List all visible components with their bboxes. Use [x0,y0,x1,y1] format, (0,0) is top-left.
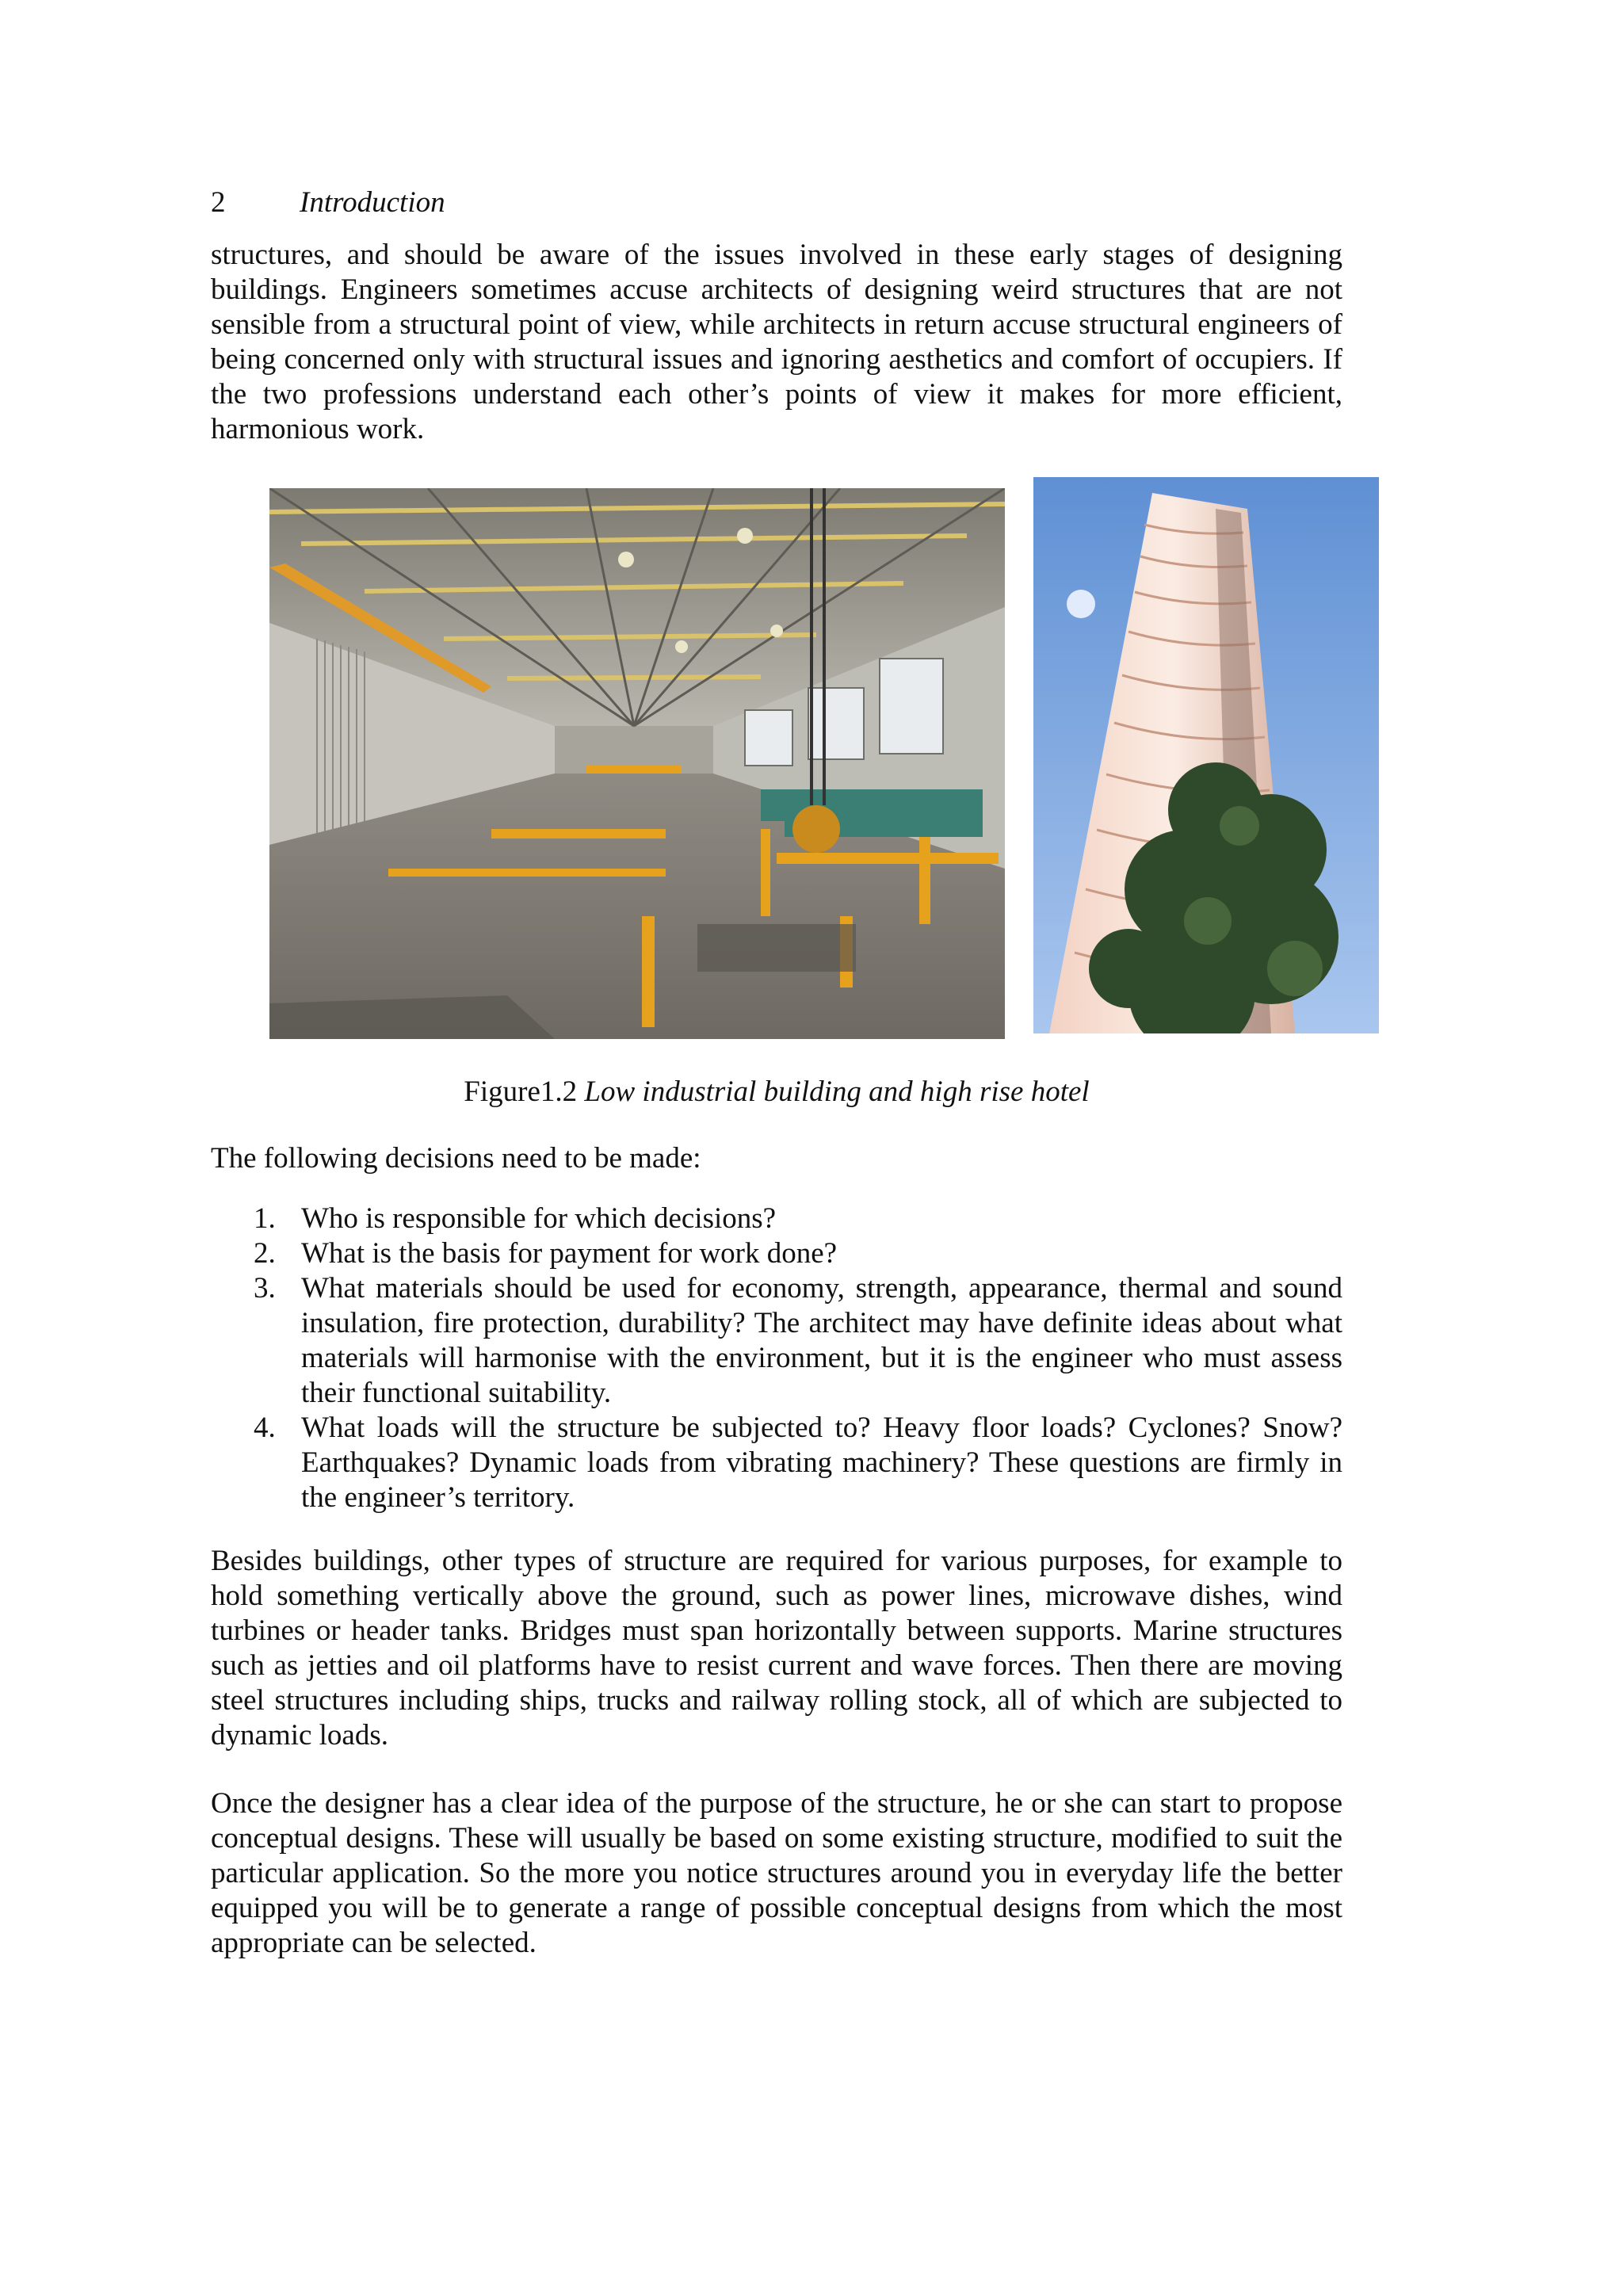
list-item-text: What is the basis for payment for work done? [301,1237,838,1270]
list-item-number: 3. [254,1272,276,1305]
list-item-text: What materials should be used for economy, strength, appearance, thermal and sound insulation, fire protection, durability? The architect may have definite ideas about what materials will harmonise with the environment, but it is the engineer who must assess their functional suitability. [301,1272,1342,1409]
industrial-building-photo [269,488,1005,1039]
other-structures-paragraph: Besides buildings, other types of structure are required for various purposes, for example to hold something vertically above the ground, such as power lines, microwave dishes, wind turbines or header tanks. Bridges must span horizontally between supports. Marine structures such as jetties and oil platforms have to resist current and wave forces. Then there are moving steel structures including ships, trucks and railway rolling stock, all of which are subjected to dynamic loads. [211,1545,1342,1752]
chapter-title: Introduction [300,186,445,219]
intro-paragraph: structures, and should be aware of the issues involved in these early stages of designing buildings. Engineers sometimes accuse architects of designing weird structures that are not sensible from a structural point of view, while architects in return accuse structural engineers of being concerned only with structural issues and ignoring aesthetics and comfort of occupiers. If the two professions understand each other’s points of view it makes for more efficient, harmonious work. [211,239,1342,445]
list-item [211,1201,1342,1236]
list-item [211,1271,1342,1411]
list-item-text: What loads will the structure be subjected to? Heavy floor loads? Cyclones? Snow? Earthquakes? Dynamic loads from vibrating machinery? These questions are firmly in the engineer’s territory. [301,1412,1342,1514]
figure-caption-text: Low industrial building and high rise hotel [584,1075,1090,1108]
list-item [211,1411,1342,1515]
high-rise-hotel-photo [1033,477,1379,1033]
page-number: 2 [211,186,226,219]
conceptual-design-paragraph: Once the designer has a clear idea of the purpose of the structure, he or she can start to propose conceptual designs. These will usually be based on some existing structure, modified to suit the particular application. So the more you notice structures around you in everyday life the better equipped you will be to generate a range of possible conceptual designs from which the most appropriate can be selected. [211,1787,1342,1959]
figure-label: Figure1.2 [464,1075,578,1108]
list-item-number: 2. [254,1237,276,1270]
list-item-number: 4. [254,1412,276,1444]
list-item-text: Who is responsible for which decisions? [301,1202,777,1235]
decisions-lead-paragraph: The following decisions need to be made: [211,1142,701,1175]
figure-caption [211,1073,1342,1111]
list-item-number: 1. [254,1202,276,1235]
decision-list [211,1201,1342,1515]
running-header [211,184,445,222]
list-item [211,1236,1342,1271]
